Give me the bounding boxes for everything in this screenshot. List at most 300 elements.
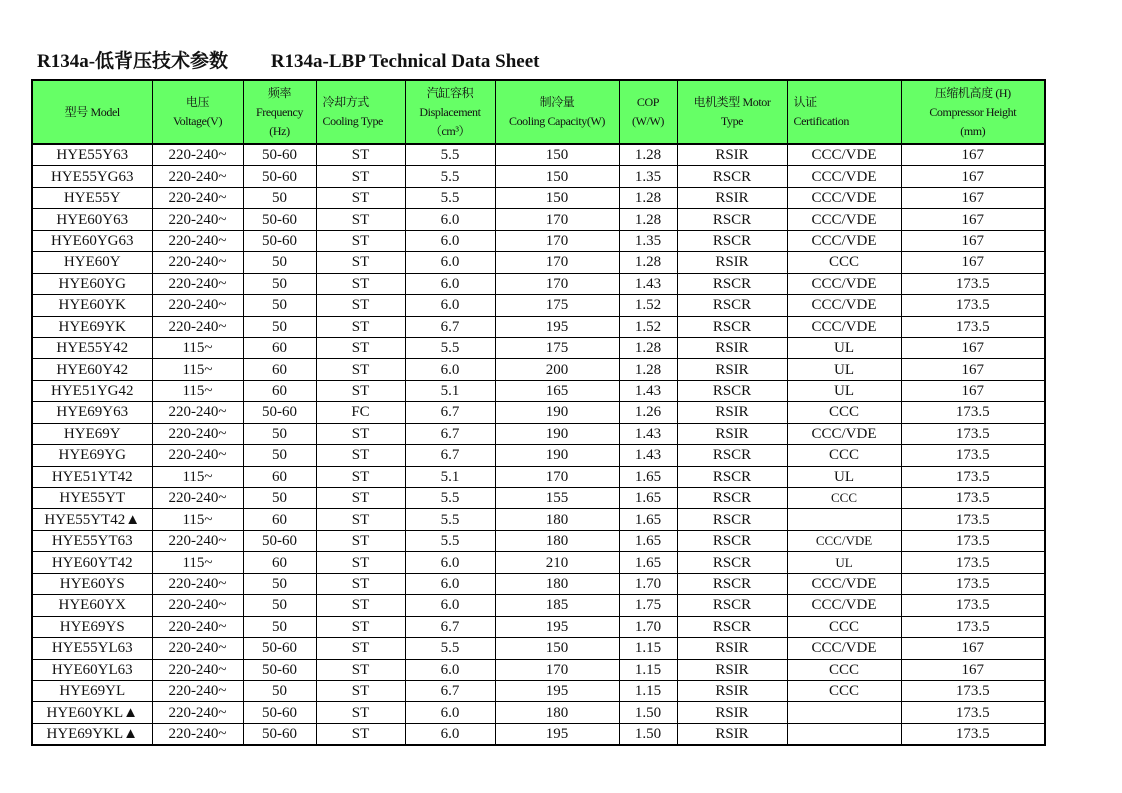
cell-cooling-type: ST [316,595,405,616]
cell-frequency: 60 [243,337,316,358]
cell-height: 173.5 [901,466,1045,487]
cell-model: HYE69Y [32,423,152,444]
cell-frequency: 60 [243,466,316,487]
cell-displacement: 6.0 [405,552,495,573]
cell-height: 173.5 [901,488,1045,509]
cell-displacement: 5.5 [405,509,495,530]
cell-voltage: 220-240~ [152,445,243,466]
cell-motor-type: RSCR [677,295,787,316]
cell-motor-type: RSCR [677,445,787,466]
cell-voltage: 220-240~ [152,723,243,745]
cell-model: HYE60YS [32,573,152,594]
cell-voltage: 220-240~ [152,573,243,594]
cell-cooling-capacity: 165 [495,380,619,401]
cell-cop: 1.43 [619,445,677,466]
table-header-row [32,80,1045,144]
cell-certification [787,509,901,530]
cell-frequency: 50-60 [243,659,316,680]
cell-cop: 1.43 [619,423,677,444]
cell-certification: CCC/VDE [787,273,901,294]
cell-cooling-capacity: 190 [495,423,619,444]
table-row [32,230,1045,251]
cell-model: HYE55YT [32,488,152,509]
cell-height: 173.5 [901,552,1045,573]
table-row [32,595,1045,616]
cell-motor-type: RSCR [677,273,787,294]
cell-voltage: 115~ [152,359,243,380]
cell-height: 167 [901,187,1045,208]
table-row [32,488,1045,509]
cell-model: HYE60YG63 [32,230,152,251]
cell-certification: UL [787,380,901,401]
cell-motor-type: RSIR [677,337,787,358]
cell-height: 167 [901,359,1045,380]
cell-height: 167 [901,144,1045,166]
cell-certification: CCC/VDE [787,209,901,230]
cell-cop: 1.26 [619,402,677,423]
cell-voltage: 220-240~ [152,616,243,637]
cell-frequency: 50 [243,187,316,208]
cell-displacement: 5.5 [405,337,495,358]
cell-frequency: 50-60 [243,402,316,423]
header-cooling-type: 冷却方式 Cooling Type [316,80,405,144]
cell-cooling-capacity: 150 [495,166,619,187]
table-row [32,509,1045,530]
cell-cooling-capacity: 150 [495,144,619,166]
cell-model: HYE60YG [32,273,152,294]
table-row [32,295,1045,316]
cell-model: HYE69YL [32,680,152,701]
cell-certification: UL [787,337,901,358]
cell-displacement: 6.7 [405,316,495,337]
cell-model: HYE51YG42 [32,380,152,401]
cell-cooling-type: ST [316,144,405,166]
cell-model: HYE55YG63 [32,166,152,187]
cell-cooling-type: ST [316,337,405,358]
cell-displacement: 6.7 [405,402,495,423]
table-row [32,573,1045,594]
table-row [32,445,1045,466]
cell-cooling-capacity: 170 [495,252,619,273]
cell-certification: CCC/VDE [787,187,901,208]
cell-cooling-capacity: 170 [495,466,619,487]
cell-certification: CCC/VDE [787,166,901,187]
cell-displacement: 6.7 [405,445,495,466]
cell-cooling-type: ST [316,230,405,251]
cell-model: HYE55YL63 [32,638,152,659]
cell-cooling-capacity: 175 [495,337,619,358]
table-row [32,530,1045,551]
cell-cooling-type: ST [316,380,405,401]
cell-cooling-type: ST [316,295,405,316]
table-row [32,423,1045,444]
cell-motor-type: RSIR [677,638,787,659]
cell-model: HYE69Y63 [32,402,152,423]
cell-cooling-capacity: 195 [495,316,619,337]
cell-cooling-capacity: 195 [495,723,619,745]
cell-model: HYE69YS [32,616,152,637]
cell-displacement: 5.5 [405,144,495,166]
cell-motor-type: RSCR [677,230,787,251]
cell-cooling-capacity: 210 [495,552,619,573]
cell-displacement: 5.5 [405,166,495,187]
cell-cooling-capacity: 180 [495,509,619,530]
cell-displacement: 6.0 [405,659,495,680]
cell-height: 167 [901,659,1045,680]
cell-height: 173.5 [901,402,1045,423]
cell-cooling-type: FC [316,402,405,423]
cell-cooling-capacity: 150 [495,187,619,208]
cell-displacement: 6.0 [405,209,495,230]
cell-motor-type: RSCR [677,209,787,230]
table-row [32,337,1045,358]
cell-certification: CCC [787,252,901,273]
cell-cop: 1.70 [619,573,677,594]
cell-certification: CCC/VDE [787,230,901,251]
cell-cooling-capacity: 150 [495,638,619,659]
cell-certification [787,702,901,723]
cell-certification [787,723,901,745]
table-row [32,680,1045,701]
cell-cop: 1.52 [619,295,677,316]
cell-height: 173.5 [901,680,1045,701]
cell-frequency: 50 [243,445,316,466]
cell-cooling-type: ST [316,702,405,723]
cell-motor-type: RSCR [677,616,787,637]
table-row [32,144,1045,166]
cell-cop: 1.28 [619,252,677,273]
cell-motor-type: RSIR [677,702,787,723]
table-row [32,466,1045,487]
cell-cop: 1.15 [619,638,677,659]
header-frequency: 频率 Frequency (Hz) [243,80,316,144]
cell-voltage: 115~ [152,337,243,358]
cell-voltage: 115~ [152,466,243,487]
cell-cooling-type: ST [316,509,405,530]
cell-displacement: 6.0 [405,573,495,594]
cell-height: 167 [901,380,1045,401]
cell-cooling-type: ST [316,530,405,551]
table-row [32,702,1045,723]
cell-voltage: 220-240~ [152,209,243,230]
cell-motor-type: RSCR [677,380,787,401]
cell-motor-type: RSIR [677,659,787,680]
cell-cooling-type: ST [316,552,405,573]
cell-cooling-capacity: 175 [495,295,619,316]
cell-frequency: 60 [243,552,316,573]
cell-displacement: 6.0 [405,723,495,745]
header-model: 型号 Model [32,80,152,144]
cell-cooling-capacity: 170 [495,659,619,680]
cell-cooling-type: ST [316,273,405,294]
cell-cooling-capacity: 195 [495,680,619,701]
cell-voltage: 220-240~ [152,638,243,659]
cell-voltage: 220-240~ [152,316,243,337]
cell-motor-type: RSCR [677,595,787,616]
table-row [32,166,1045,187]
cell-motor-type: RSIR [677,402,787,423]
cell-cooling-type: ST [316,638,405,659]
cell-certification: CCC/VDE [787,144,901,166]
header-cop: COP (W/W) [619,80,677,144]
cell-voltage: 220-240~ [152,252,243,273]
cell-model: HYE60Y63 [32,209,152,230]
cell-displacement: 5.5 [405,488,495,509]
cell-motor-type: RSIR [677,144,787,166]
cell-voltage: 220-240~ [152,187,243,208]
table-row [32,273,1045,294]
cell-height: 167 [901,166,1045,187]
cell-cooling-type: ST [316,723,405,745]
cell-motor-type: RSCR [677,552,787,573]
cell-model: HYE60YT42 [32,552,152,573]
cell-certification: UL [787,466,901,487]
cell-motor-type: RSCR [677,530,787,551]
cell-cop: 1.70 [619,616,677,637]
cell-model: HYE55YT63 [32,530,152,551]
cell-height: 173.5 [901,423,1045,444]
cell-height: 173.5 [901,316,1045,337]
cell-cooling-capacity: 180 [495,530,619,551]
technical-data-table [31,79,1046,746]
cell-cooling-type: ST [316,423,405,444]
cell-certification: CCC/VDE [787,423,901,444]
cell-certification: CCC [787,445,901,466]
cell-cooling-capacity: 155 [495,488,619,509]
cell-cooling-type: ST [316,209,405,230]
cell-displacement: 6.0 [405,595,495,616]
cell-displacement: 6.0 [405,359,495,380]
cell-voltage: 115~ [152,552,243,573]
cell-height: 167 [901,209,1045,230]
cell-voltage: 115~ [152,380,243,401]
cell-motor-type: RSIR [677,252,787,273]
cell-cop: 1.35 [619,230,677,251]
cell-cooling-capacity: 180 [495,573,619,594]
cell-cooling-type: ST [316,359,405,380]
table-row [32,359,1045,380]
cell-cooling-capacity: 170 [495,209,619,230]
cell-cop: 1.28 [619,359,677,380]
cell-voltage: 220-240~ [152,273,243,294]
cell-cop: 1.50 [619,702,677,723]
page-title [37,46,539,73]
cell-cop: 1.28 [619,187,677,208]
cell-motor-type: RSCR [677,166,787,187]
cell-voltage: 220-240~ [152,144,243,166]
cell-cooling-type: ST [316,616,405,637]
cell-cop: 1.43 [619,380,677,401]
cell-certification: CCC [787,680,901,701]
table-row [32,616,1045,637]
cell-displacement: 6.7 [405,680,495,701]
cell-model: HYE60Y42 [32,359,152,380]
cell-height: 173.5 [901,273,1045,294]
cell-frequency: 50 [243,680,316,701]
cell-frequency: 50-60 [243,638,316,659]
cell-cop: 1.65 [619,509,677,530]
cell-displacement: 5.1 [405,380,495,401]
cell-motor-type: RSIR [677,423,787,444]
cell-voltage: 220-240~ [152,530,243,551]
header-motor-type: 电机类型 Motor Type [677,80,787,144]
cell-frequency: 50 [243,252,316,273]
table-row [32,638,1045,659]
cell-cop: 1.65 [619,488,677,509]
cell-height: 173.5 [901,723,1045,745]
cell-certification: CCC [787,616,901,637]
table-row [32,316,1045,337]
cell-frequency: 50-60 [243,209,316,230]
cell-height: 173.5 [901,595,1045,616]
cell-motor-type: RSCR [677,316,787,337]
cell-voltage: 220-240~ [152,230,243,251]
cell-model: HYE69YK [32,316,152,337]
cell-cooling-type: ST [316,659,405,680]
cell-motor-type: RSIR [677,723,787,745]
cell-model: HYE55YT42▲ [32,509,152,530]
cell-model: HYE51YT42 [32,466,152,487]
cell-certification: CCC/VDE [787,573,901,594]
cell-height: 167 [901,230,1045,251]
cell-cooling-type: ST [316,445,405,466]
cell-certification: CCC/VDE [787,638,901,659]
cell-frequency: 50 [243,423,316,444]
cell-cop: 1.35 [619,166,677,187]
cell-cop: 1.65 [619,530,677,551]
cell-certification: CCC/VDE [787,530,901,551]
cell-frequency: 50-60 [243,530,316,551]
cell-cooling-capacity: 195 [495,616,619,637]
table-row [32,402,1045,423]
cell-voltage: 220-240~ [152,702,243,723]
cell-cop: 1.65 [619,552,677,573]
cell-cooling-capacity: 200 [495,359,619,380]
cell-frequency: 50 [243,488,316,509]
header-cooling-capacity: 制冷量 Cooling Capacity(W) [495,80,619,144]
table-body [32,144,1045,745]
cell-model: HYE55Y63 [32,144,152,166]
cell-cop: 1.52 [619,316,677,337]
cell-motor-type: RSIR [677,187,787,208]
cell-motor-type: RSCR [677,573,787,594]
cell-height: 167 [901,638,1045,659]
cell-certification: CCC [787,402,901,423]
title-cn: R134a-低背压技术参数 [37,51,229,72]
table-row [32,552,1045,573]
cell-certification: UL [787,552,901,573]
cell-cooling-capacity: 170 [495,230,619,251]
cell-motor-type: RSCR [677,509,787,530]
cell-frequency: 50 [243,295,316,316]
header-voltage: 电压 Voltage(V) [152,80,243,144]
cell-cop: 1.28 [619,209,677,230]
cell-cop: 1.43 [619,273,677,294]
cell-frequency: 50-60 [243,166,316,187]
cell-height: 167 [901,252,1045,273]
cell-height: 173.5 [901,509,1045,530]
cell-displacement: 5.5 [405,638,495,659]
cell-displacement: 6.0 [405,273,495,294]
cell-voltage: 220-240~ [152,423,243,444]
table-row [32,659,1045,680]
cell-displacement: 5.5 [405,187,495,208]
cell-displacement: 6.0 [405,230,495,251]
cell-model: HYE60YL63 [32,659,152,680]
cell-frequency: 50 [243,316,316,337]
cell-frequency: 50-60 [243,230,316,251]
table-row [32,209,1045,230]
cell-cooling-type: ST [316,573,405,594]
header-compressor-height: 压缩机高度 (H) Compressor Height (mm) [901,80,1045,144]
cell-model: HYE55Y42 [32,337,152,358]
cell-voltage: 220-240~ [152,488,243,509]
table-row [32,252,1045,273]
cell-height: 173.5 [901,573,1045,594]
cell-model: HYE60YX [32,595,152,616]
cell-frequency: 50-60 [243,702,316,723]
cell-cooling-capacity: 170 [495,273,619,294]
cell-frequency: 50 [243,616,316,637]
cell-height: 173.5 [901,445,1045,466]
cell-height: 173.5 [901,702,1045,723]
cell-frequency: 50 [243,573,316,594]
table-row [32,380,1045,401]
cell-cooling-type: ST [316,680,405,701]
cell-certification: UL [787,359,901,380]
cell-cooling-capacity: 180 [495,702,619,723]
cell-motor-type: RSIR [677,680,787,701]
cell-displacement: 6.7 [405,616,495,637]
cell-frequency: 60 [243,359,316,380]
cell-frequency: 50 [243,273,316,294]
cell-frequency: 50-60 [243,144,316,166]
cell-model: HYE69YG [32,445,152,466]
cell-cooling-type: ST [316,488,405,509]
cell-motor-type: RSCR [677,488,787,509]
cell-displacement: 6.0 [405,295,495,316]
cell-voltage: 220-240~ [152,680,243,701]
cell-frequency: 60 [243,509,316,530]
cell-displacement: 5.5 [405,530,495,551]
cell-model: HYE60YK [32,295,152,316]
cell-model: HYE69YKL▲ [32,723,152,745]
cell-motor-type: RSIR [677,359,787,380]
cell-frequency: 50-60 [243,723,316,745]
cell-cop: 1.15 [619,680,677,701]
cell-displacement: 6.7 [405,423,495,444]
cell-certification: CCC/VDE [787,316,901,337]
cell-voltage: 220-240~ [152,402,243,423]
cell-cop: 1.50 [619,723,677,745]
cell-cop: 1.65 [619,466,677,487]
cell-cooling-type: ST [316,187,405,208]
cell-displacement: 5.1 [405,466,495,487]
cell-voltage: 220-240~ [152,595,243,616]
cell-cop: 1.75 [619,595,677,616]
cell-certification: CCC/VDE [787,595,901,616]
cell-cooling-capacity: 190 [495,445,619,466]
cell-height: 173.5 [901,616,1045,637]
cell-voltage: 220-240~ [152,659,243,680]
cell-cop: 1.15 [619,659,677,680]
cell-displacement: 6.0 [405,702,495,723]
cell-cooling-type: ST [316,316,405,337]
header-certification: 认证 Certification [787,80,901,144]
cell-cop: 1.28 [619,337,677,358]
header-displacement: 汽缸容积 Displacement （cm³） [405,80,495,144]
cell-cooling-type: ST [316,466,405,487]
